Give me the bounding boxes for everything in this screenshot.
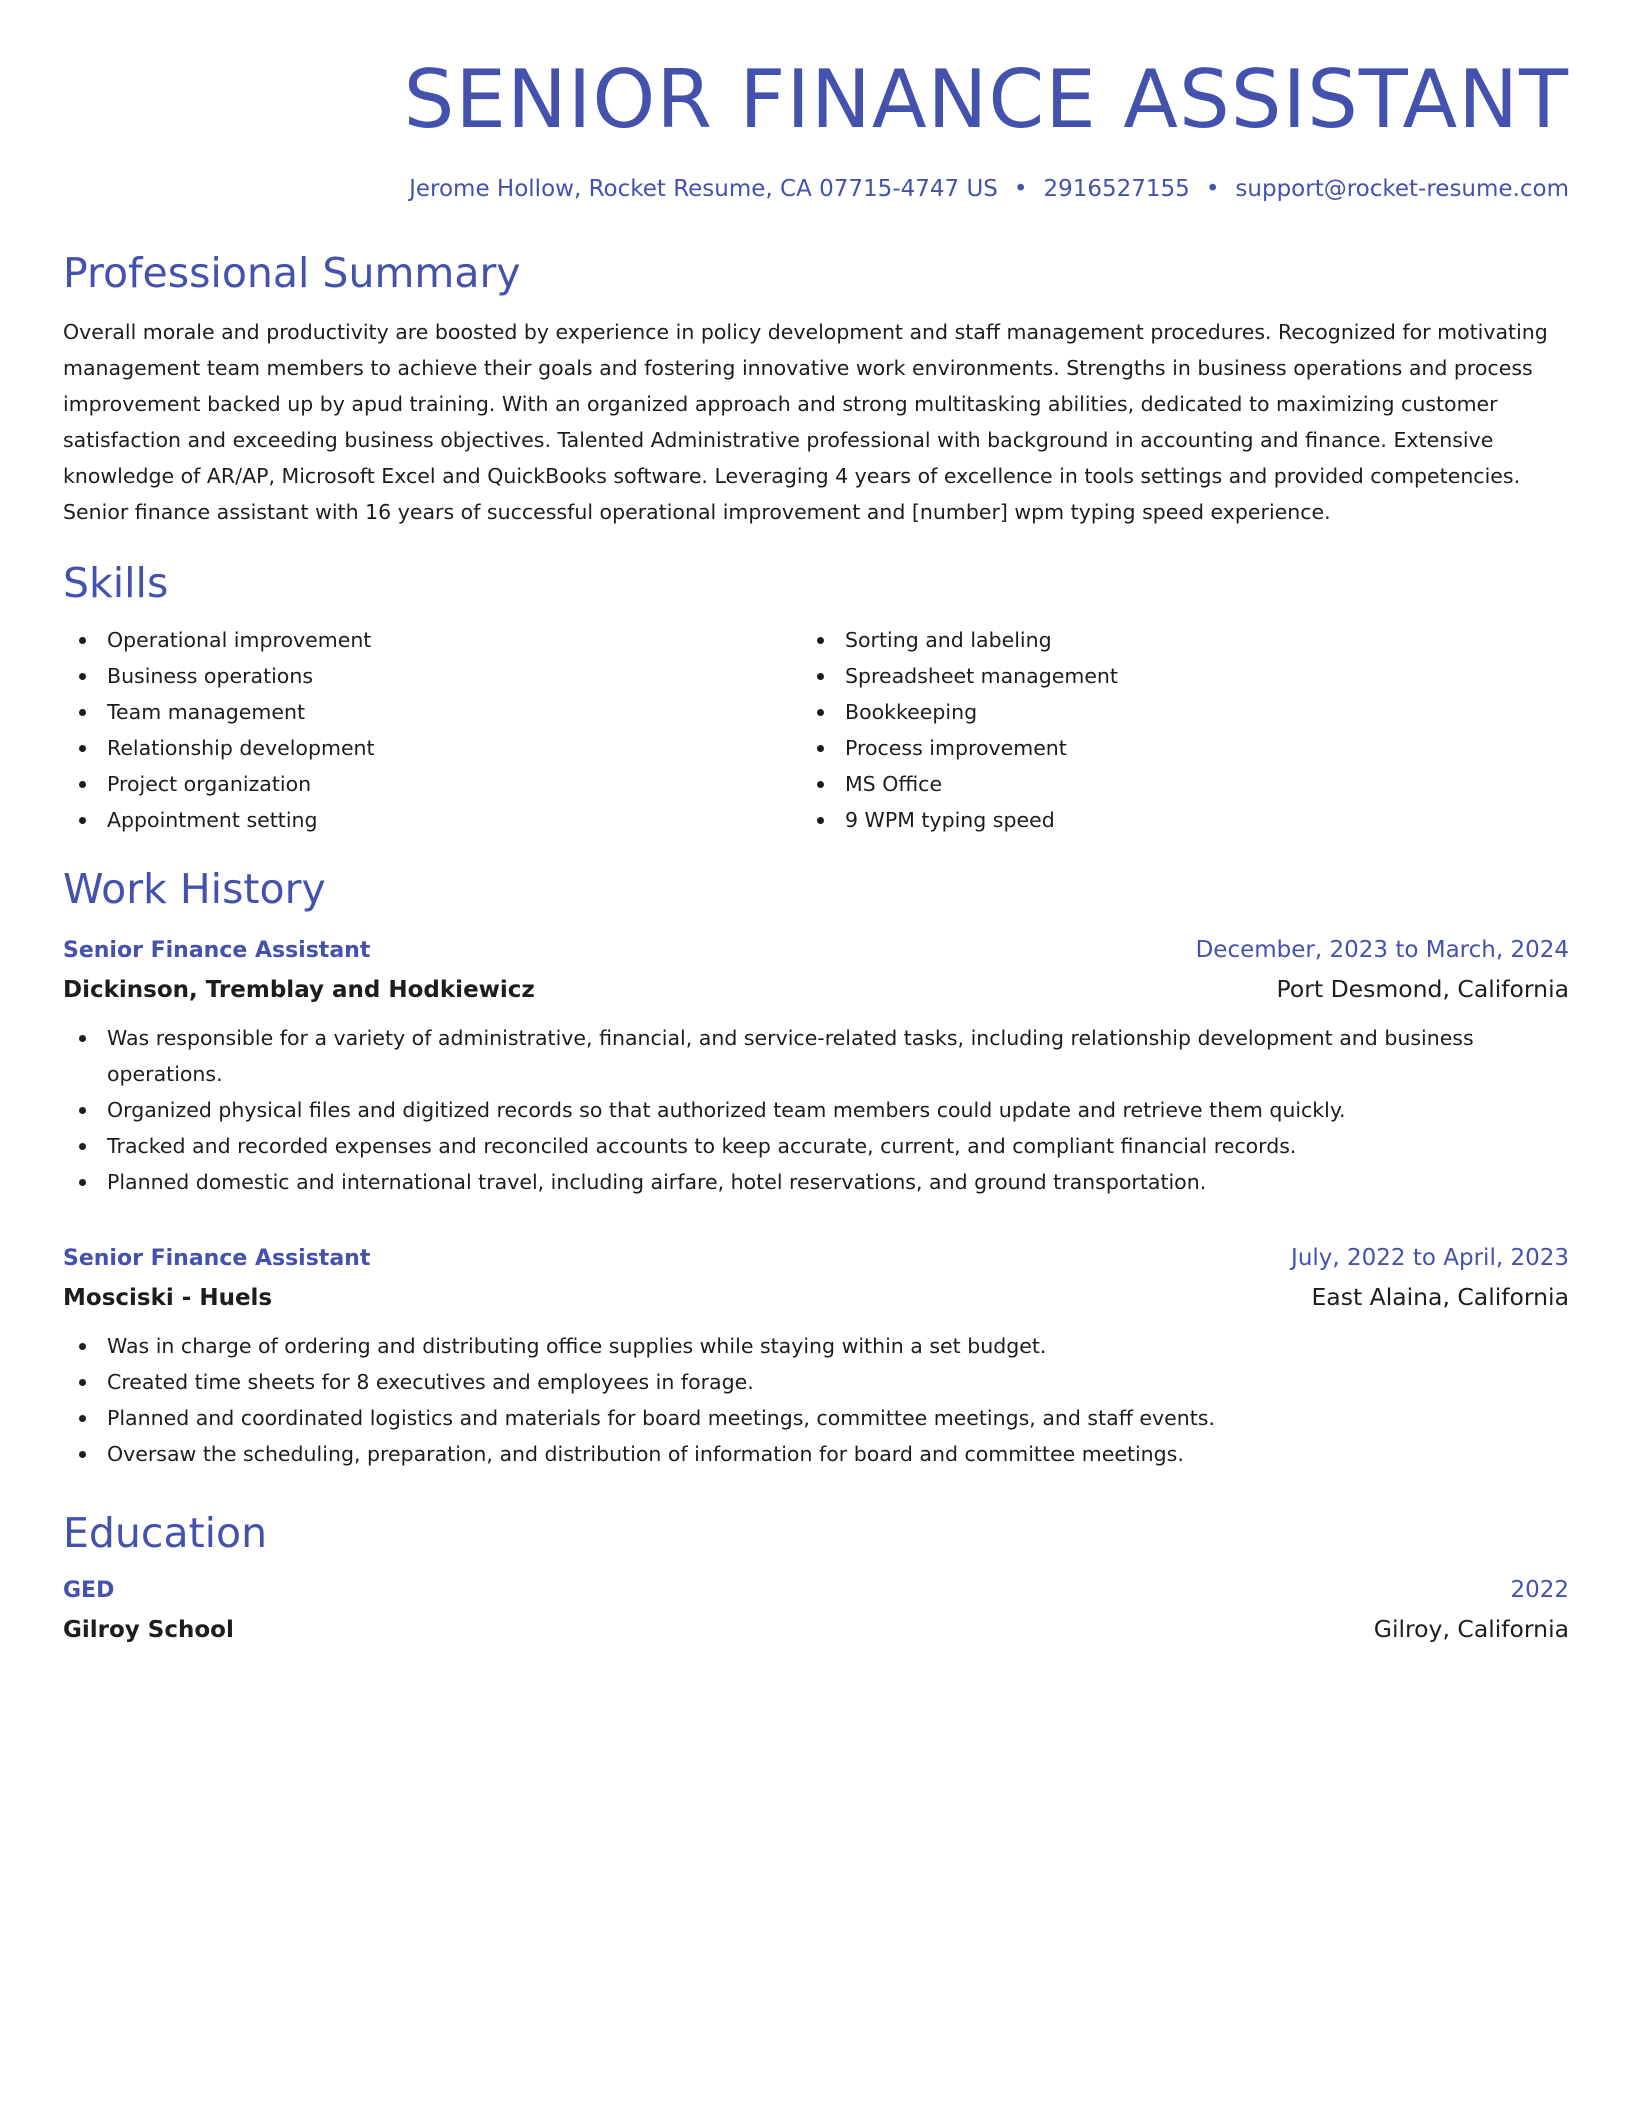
contact-separator: • — [1205, 176, 1220, 202]
job-entry — [63, 932, 1569, 1200]
skill-item: 9 WPM typing speed — [801, 802, 1539, 838]
skills-list — [63, 622, 1569, 838]
contact-line — [63, 172, 1569, 206]
job-bullet: Planned domestic and international travel, including airfare, hotel reservations, and ground transportation. — [63, 1164, 1569, 1200]
skill-item: Spreadsheet management — [801, 658, 1539, 694]
skill-item: MS Office — [801, 766, 1539, 802]
skill-item: Bookkeeping — [801, 694, 1539, 730]
job-location: Port Desmond, California — [1276, 975, 1569, 1003]
skill-item: Relationship development — [63, 730, 801, 766]
job-company: Mosciski - Huels — [63, 1285, 273, 1311]
contact-email: support@rocket-resume.com — [1235, 176, 1569, 202]
job-company-row — [63, 969, 1569, 1010]
job-bullet: Created time sheets for 8 executives and employees in forage. — [63, 1364, 1569, 1400]
skill-item: Process improvement — [801, 730, 1539, 766]
education-heading: Education — [63, 1509, 268, 1557]
summary-text: Overall morale and productivity are boosted by experience in policy development and staff management procedures. Recognized for motivating management team members to achieve their goals and fostering innovative work environments. Strengths in business operations and process improvement backed up by apud training. With an organized approach and strong multitasking abilities, dedicated to maximizing customer satisfaction and exceeding business objectives. Talented Administrative professional with background in accounting and finance. Extensive knowledge of AR/AP, Microsoft Excel and QuickBooks software. Leveraging 4 years of excellence in tools settings and provided competencies. Senior finance assistant with 16 years of successful operational improvement and [number] wpm typing speed experience. — [63, 320, 1548, 524]
skill-item: Appointment setting — [63, 802, 801, 838]
education-school: Gilroy School — [63, 1617, 234, 1643]
contact-separator: • — [1013, 176, 1028, 202]
summary-heading: Professional Summary — [63, 249, 521, 297]
job-bullet: Was in charge of ordering and distributing office supplies while staying within a set budget. — [63, 1328, 1569, 1364]
skills-heading: Skills — [63, 559, 169, 607]
job-header-row — [63, 932, 1569, 969]
resume-title: SENIOR FINANCE ASSISTANT — [403, 53, 1569, 146]
job-bullets — [63, 1328, 1569, 1472]
skill-item: Sorting and labeling — [801, 622, 1539, 658]
job-company-row — [63, 1277, 1569, 1318]
job-bullet: Was responsible for a variety of administrative, financial, and service-related tasks, including relationship development and business operations. — [63, 1020, 1569, 1092]
skill-item: Project organization — [63, 766, 801, 802]
education-entry — [63, 1572, 1569, 1650]
contact-address: Jerome Hollow, Rocket Resume, CA 07715-4747 US — [409, 176, 998, 202]
job-bullets — [63, 1020, 1569, 1200]
education-header-row — [63, 1572, 1569, 1609]
skill-item: Business operations — [63, 658, 801, 694]
skill-item: Team management — [63, 694, 801, 730]
job-dates: December, 2023 to March, 2024 — [1195, 937, 1569, 963]
skills-column-right — [801, 622, 1539, 838]
job-title: Senior Finance Assistant — [63, 938, 371, 963]
job-company: Dickinson, Tremblay and Hodkiewicz — [63, 977, 535, 1003]
job-dates: July, 2022 to April, 2023 — [1291, 1245, 1569, 1271]
job-bullet: Organized physical files and digitized records so that authorized team members could update and retrieve them quickly. — [63, 1092, 1569, 1128]
contact-phone: 2916527155 — [1043, 176, 1190, 202]
job-bullet: Planned and coordinated logistics and materials for board meetings, committee meetings, and staff events. — [63, 1400, 1569, 1436]
job-entry — [63, 1240, 1569, 1472]
skill-item: Operational improvement — [63, 622, 801, 658]
job-title: Senior Finance Assistant — [63, 1246, 371, 1271]
education-location: Gilroy, California — [1373, 1615, 1569, 1643]
work-history-heading: Work History — [63, 865, 326, 913]
job-bullet: Tracked and recorded expenses and reconciled accounts to keep accurate, current, and compliant financial records. — [63, 1128, 1569, 1164]
job-location: East Alaina, California — [1311, 1283, 1569, 1311]
job-bullet: Oversaw the scheduling, preparation, and distribution of information for board and committee meetings. — [63, 1436, 1569, 1472]
job-header-row — [63, 1240, 1569, 1277]
education-year: 2022 — [1510, 1577, 1569, 1603]
education-degree: GED — [63, 1578, 115, 1603]
education-school-row — [63, 1609, 1569, 1650]
skills-column-left — [63, 622, 801, 838]
